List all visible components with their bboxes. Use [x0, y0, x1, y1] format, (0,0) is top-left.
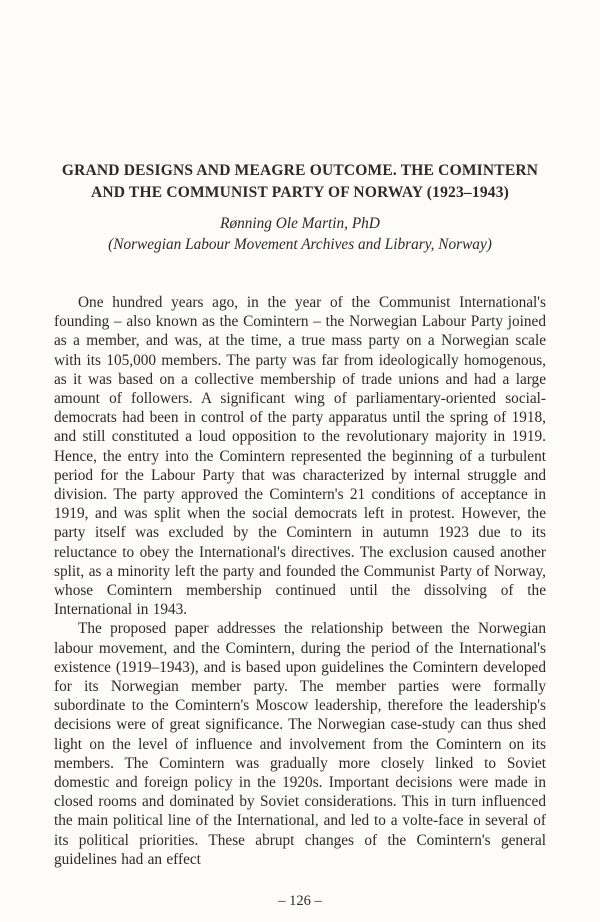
abstract-paragraph-2: The proposed paper addresses the relationship between the Norwegian labour movement, and the Comintern, during the period of the International's existence (1919–1943), and is based upon guidelines the Comintern developed for its Norwegian member party. The member parties were formally subordinate to the Comintern's Moscow leadership, therefore the leadership's decisions were of great significance. The Norwegian case-study can thus shed light on the level of influence and involvement from the Comintern on its members. The Comintern was gradually more closely linked to Soviet domestic and foreign policy in the 1920s. Important decisions were made in closed rooms and dominated by Soviet considerations. This in turn influenced the main political line of the International, and led to a volte-face in several of its political priorities. These abrupt changes of the Comintern's general guidelines had an effect [54, 620, 546, 868]
paper-title-line-2: AND THE COMMUNIST PARTY OF NORWAY (1923–1943) [90, 184, 510, 201]
author-block [54, 213, 546, 255]
page-number: – 126 – [278, 893, 322, 909]
author-affiliation: (Norwegian Labour Movement Archives and Library, Norway) [108, 236, 492, 253]
abstract-paragraph-1: One hundred years ago, in the year of the Communist International's founding – also known as the Comintern – the Norwegian Labour Party joined as a member, and was, at the time, a true mass party on a Norwegian scale with its 105,000 members. The party was far from ideologically homogenous, as it was based on a collective membership of trade unions and had a large amount of followers. A significant wing of parliamentary-oriented social-democrats had been in control of the party apparatus until the spring of 1918, and still constituted a loud opposition to the revolutionary majority in 1919. Hence, the entry into the Comintern represented the beginning of a turbulent period for the Labour Party that was characterized by internal struggle and division. The party approved the Comintern's 21 conditions of acceptance in 1919, and was split when the social democrats left in protest. However, the party itself was excluded by the Comintern in autumn 1923 due to its reluctance to obey the International's directives. The exclusion caused another split, as a minority left the party and founded the Communist Party of Norway, whose Comintern membership continued until the dissolving of the International in 1943. [54, 294, 546, 619]
paper-title [54, 160, 546, 204]
paper-title-line-1: GRAND DESIGNS AND MEAGRE OUTCOME. THE COMINTERN [61, 162, 539, 179]
author-name: Rønning Ole Martin, PhD [220, 215, 380, 232]
